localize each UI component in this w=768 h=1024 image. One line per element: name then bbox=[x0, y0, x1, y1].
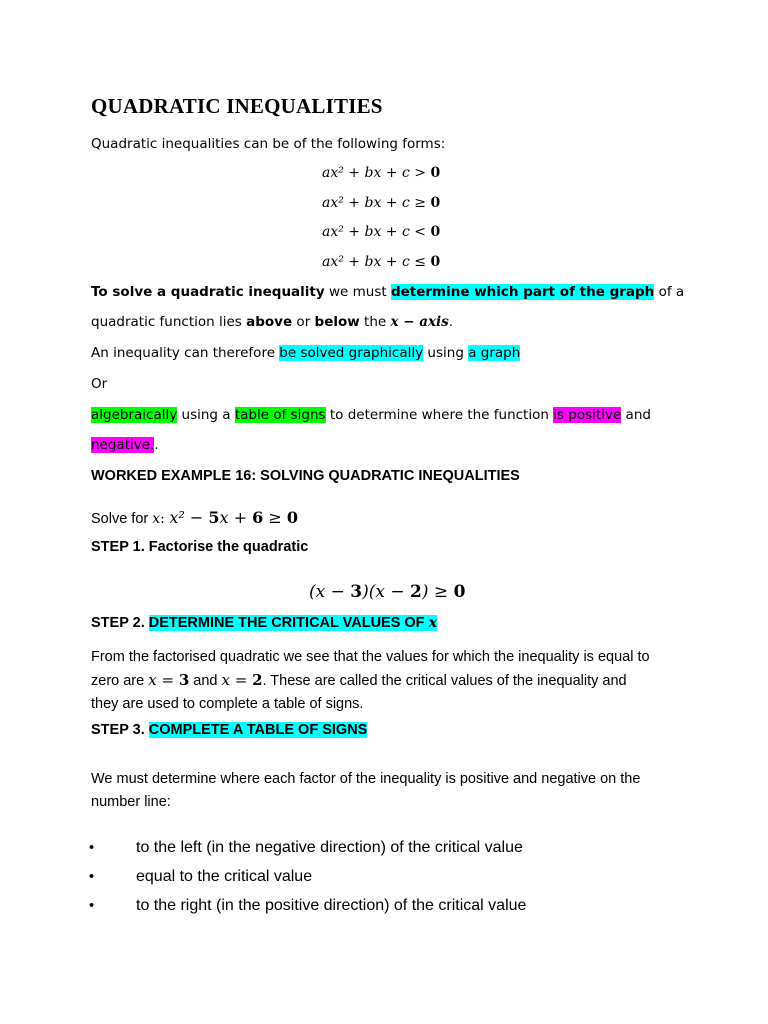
step2-heading: STEP 2. DETERMINE THE CRITICAL VALUES OF x bbox=[91, 615, 437, 631]
page-title: QUADRATIC INEQUALITIES bbox=[91, 94, 383, 118]
form-greater-equal: ax² + bx + c ≥ 0 bbox=[322, 195, 441, 211]
solve-paragraph-line1: To solve a quadratic inequality we must determine which part of the graph of a bbox=[91, 284, 685, 300]
or-text: Or bbox=[91, 376, 108, 392]
list-item: to the left (in the negative direction) of the critical value bbox=[136, 839, 523, 856]
highlight-algebraically: algebraically bbox=[91, 407, 178, 423]
highlight-table-of-signs: table of signs bbox=[234, 407, 326, 423]
highlight-determine-graph: determine which part of the graph bbox=[390, 284, 655, 300]
bullet-marker: • bbox=[89, 869, 95, 885]
highlight-a-graph: a graph bbox=[468, 345, 521, 361]
solve-paragraph-line2: quadratic function lies above or below the x − axis. bbox=[91, 314, 454, 330]
bullet-marker: • bbox=[89, 898, 95, 914]
highlight-negative: negative. bbox=[91, 437, 155, 453]
highlight-solved-graphically: be solved graphically bbox=[279, 345, 424, 361]
list-item: equal to the critical value bbox=[136, 868, 313, 885]
form-greater: ax² + bx + c > 0 bbox=[322, 165, 441, 181]
step1-heading: STEP 1. Factorise the quadratic bbox=[91, 539, 309, 555]
graph-paragraph: An inequality can therefore be solved graphically using a graph bbox=[91, 345, 521, 361]
factored-equation: (x − 3)(x − 2) ≥ 0 bbox=[309, 582, 466, 602]
intro-text: Quadratic inequalities can be of the following forms: bbox=[91, 136, 446, 152]
step3-heading: STEP 3. COMPLETE A TABLE OF SIGNS bbox=[91, 722, 368, 738]
algebraic-paragraph-line1: algebraically using a table of signs to determine where the function is positive and bbox=[91, 407, 651, 423]
list-item: to the right (in the positive direction) of the critical value bbox=[136, 897, 527, 914]
algebraic-paragraph-line2: negative.. bbox=[91, 437, 159, 453]
x-axis-math: x − axis bbox=[390, 314, 449, 330]
determine-paragraph: We must determine where each factor of the inequality is positive and negative on the number line: bbox=[91, 771, 641, 810]
form-less-equal: ax² + bx + c ≤ 0 bbox=[322, 254, 441, 270]
highlight-critical-values: DETERMINE THE CRITICAL VALUES OF x bbox=[148, 615, 437, 631]
worked-example-heading: WORKED EXAMPLE 16: SOLVING QUADRATIC INEQUALITIES bbox=[91, 468, 520, 484]
highlight-table-of-signs-step: COMPLETE A TABLE OF SIGNS bbox=[148, 722, 368, 738]
highlight-is-positive: is positive bbox=[553, 407, 622, 423]
form-less: ax² + bx + c < 0 bbox=[322, 224, 441, 240]
critical-values-paragraph: From the factorised quadratic we see that the values for which the inequality is equal to zero are x = 3 and x = 2. These are called the critical values of the inequality and they are used to complete a table of signs. bbox=[91, 649, 650, 712]
solve-lead: To solve a quadratic inequality bbox=[91, 284, 325, 300]
solve-for-line: Solve for x: x² − 5x + 6 ≥ 0 bbox=[91, 508, 298, 527]
bullet-marker: • bbox=[89, 840, 95, 856]
